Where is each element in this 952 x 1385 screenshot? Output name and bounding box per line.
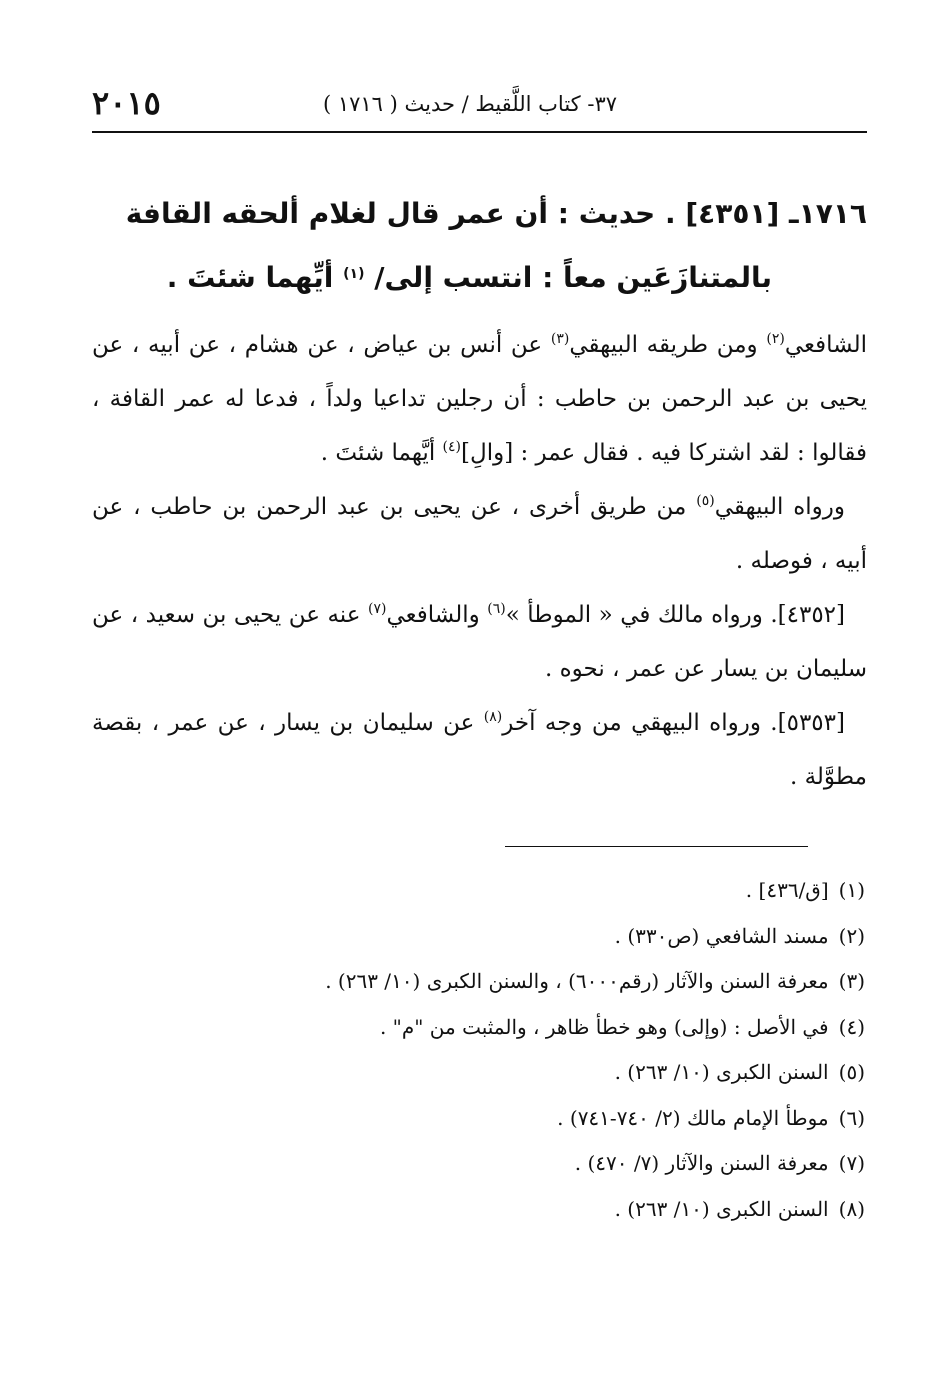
footnote — [92, 868, 865, 914]
hadith-heading-line-2-end: أيِّهما شئتَ . — [166, 261, 334, 294]
footnote-text: السنن الكبرى (١٠/ ٢٦٣) . — [614, 1060, 829, 1084]
footnote — [92, 914, 865, 960]
paragraph-text: ومن طريقه البيهقي — [569, 332, 758, 358]
paragraph — [92, 588, 867, 696]
footnote-ref: (٣) — [550, 331, 570, 347]
paragraph-text: الشافعي — [784, 332, 868, 358]
hadith-heading — [92, 182, 867, 310]
footnote-number: (٢) — [838, 923, 865, 948]
hadith-heading-line-2-start: بالمتنازَعَين معاً : انتسب إلى/ — [374, 261, 772, 294]
footnote-number: (٧) — [838, 1151, 865, 1175]
footnote-ref: (٥) — [696, 493, 715, 509]
footnote-ref: (٦) — [487, 601, 506, 617]
footnote-number: (٥) — [838, 1060, 865, 1084]
footnote — [92, 1096, 865, 1142]
footnote — [92, 1141, 865, 1187]
footnote-ref: (٤) — [442, 439, 462, 455]
footnote-number: (٣) — [838, 969, 865, 993]
footnote-text: معرفة السنن والآثار (رقم٦٠٠٠) ، والسنن الكبرى (١٠/ ٢٦٣) . — [325, 969, 829, 993]
paragraph-text: [٥٣٥٣]. ورواه البيهقي من وجه آخر — [502, 710, 845, 736]
footnote-text: معرفة السنن والآثار (٧/ ٤٧٠) . — [574, 1151, 829, 1175]
hadith-heading-line-1: ١٧١٦ـ [٤٣٥١] . حديث : أن عمر قال لغلام ألحقه القافة — [125, 197, 867, 230]
footnote-ref: (٧) — [367, 601, 387, 617]
paragraph-text: أيَّهما شئتَ . — [320, 440, 436, 466]
paragraph — [92, 696, 867, 804]
footnote-text: موطأ الإمام مالك (٢/ ٧٤٠-٧٤١) . — [557, 1105, 829, 1130]
footnote-ref: (٢) — [766, 331, 785, 347]
footnote-number: (٦) — [838, 1105, 865, 1130]
paragraph-text: ورواه البيهقي — [714, 494, 845, 520]
paragraph-text: عن أنس بن عياض ، عن هشام ، عن أبيه ، عن يحيى بن عبد الرحمن بن حاطب : أن رجلين تداعيا ولداً ، فدعا له عمر القافة ، فقالوا : لقد اشتركا فيه . فقال عمر : [والِ] — [92, 332, 867, 466]
footnote-number: (٨) — [838, 1196, 865, 1221]
paragraph-text: عن سليمان بن يسار ، عن عمر ، بقصة مطوَّلة . — [92, 710, 867, 790]
footnote-text: السنن الكبرى (١٠/ ٢٦٣) . — [614, 1196, 829, 1221]
paragraph — [92, 318, 867, 480]
running-header — [92, 82, 867, 134]
paragraph — [92, 480, 867, 588]
main-text — [92, 182, 867, 804]
paragraph-text: والشافعي — [386, 602, 480, 628]
footnote-text: مسند الشافعي (ص٣٣٠) . — [614, 923, 829, 948]
page-number: ٢٠١٥ — [92, 84, 161, 122]
footnote — [92, 1050, 865, 1096]
footnote-ref: (١) — [343, 266, 365, 282]
footnote — [92, 1005, 865, 1051]
footnote-text: في الأصل : (وإلى) وهو خطأ ظاهر ، والمثبت من "م" . — [379, 1014, 829, 1039]
paragraph-text: من طريق أخرى ، عن يحيى بن عبد الرحمن بن حاطب ، عن أبيه ، فوصله . — [92, 494, 867, 574]
header-rule — [92, 131, 867, 133]
footnote-number: (٤) — [838, 1014, 865, 1039]
paragraph-text: عنه عن يحيى بن سعيد ، عن سليمان بن يسار عن عمر ، نحوه . — [92, 602, 867, 682]
footnotes-list — [92, 868, 865, 1232]
footnotes-separator — [505, 846, 808, 847]
footnote-ref: (٨) — [483, 709, 503, 725]
running-title: ٣٧- كتاب اللَّقيط / حديث ( ١٧١٦ ) — [322, 92, 617, 116]
footnote-number: (١) — [838, 878, 865, 902]
footnote — [92, 959, 865, 1005]
footnote-text: [ق/٤٣٦] . — [745, 878, 829, 902]
hadith-heading-line-2 — [92, 246, 867, 310]
paragraph-text: [٤٣٥٢]. ورواه مالك في « الموطأ » — [505, 602, 846, 628]
footnote — [92, 1187, 865, 1233]
